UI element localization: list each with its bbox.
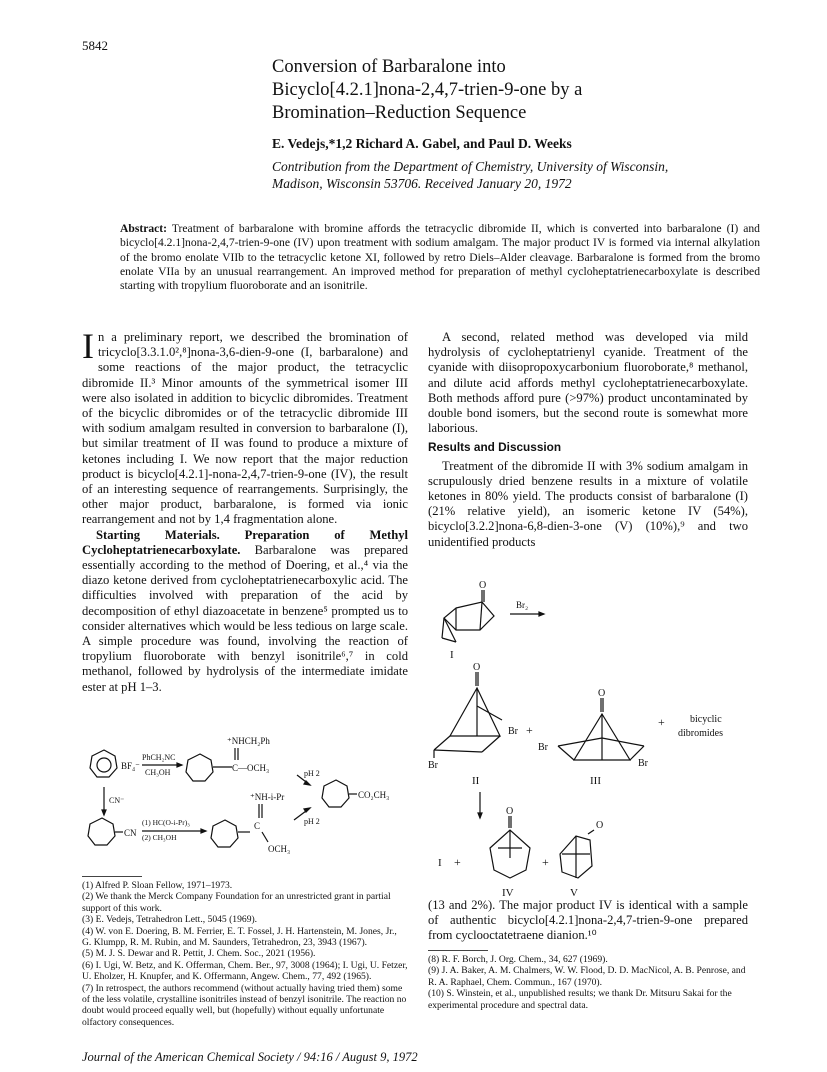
footnote-divider [428, 950, 488, 951]
starting-materials-paragraph: Barbaralone was prepared essentially according to the method of Doering, et al.,⁴ via the diazo ketone derived from cycloheptatrienecarboxylic acid. The difficulties involved with preparation of the acid by decomposition of ethyl diazoacetate in benzene⁵ prompted us to consider alternatives which would be less tedious on large scale. A simple procedure was found, involving the reaction of tropylium fluoroborate with benzyl isonitrile⁶,⁷ in cold methanol, followed by hydrolysis of the intermediate imidate ester at pH 1–3. [82, 542, 409, 694]
footnotes-left [82, 880, 408, 1028]
bromine-label: Br₂ [516, 600, 529, 610]
bromine-atom-label: Br [538, 742, 548, 753]
bicyclic-label: bicyclic [690, 714, 722, 725]
ph-label: pH 2 [304, 769, 320, 778]
imidate-ring [211, 820, 238, 847]
article-title [272, 56, 692, 125]
oxygen-label: O [506, 806, 514, 817]
imidate-och3-label: C—OCH₃ [232, 763, 270, 773]
step-one-label: (1) HC(O-i-Pr)₃ [142, 818, 190, 827]
abstract-label: Abstract: [120, 222, 168, 235]
oxygen-label: O [598, 688, 606, 699]
footnote: (10) S. Winstein, et al., unpublished results; we thank Dr. Mitsuru Sakai for the experimental procedure and spectral data. [428, 988, 732, 1011]
nitrile-label: CN [124, 828, 137, 838]
journal-footer: Journal of the American Chemical Society / 94:16 / August 9, 1972 [82, 1050, 418, 1064]
oxygen-label: O [479, 580, 487, 591]
results-paragraph: Treatment of the dibromide II with 3% sodium amalgam in scrupulously dried benzene results in a mixture of volatile ketones in 80% yield. The products consist of barbaralone (I) (21% relative yield), an isomeric ketone IV (54%), bicyclo[3.2.2]nona-6,8-dien-3-one (V) (10%),⁹ and two unidentified products [428, 458, 748, 549]
abstract-text: Treatment of barbaralone with bromine affords the tetracyclic dibromide II, which is converted into barbaralone (I) and bicyclo[4.2.1]nona-2,4,7-trien-9-one (IV) upon treatment with sodium amalgam. The major product IV is formed via internal alkylation of the bromo enolate VIIb to the tetracyclic ketone XI, followed by retro Diels–Alder cleavage. Barbaralone is formed from the bromo enolate VIIa by an unusual rearrangement. An improved method for preparation of methyl cycloheptatrienecarboxylate is described starting with tropylium fluoroborate and an isonitrile. [120, 222, 760, 293]
plus-sign: + [542, 855, 549, 869]
bf4-label: BF₄⁻ [121, 761, 140, 771]
compound-label-V: V [570, 887, 578, 896]
title-line: Conversion of Barbaralone into [272, 57, 506, 77]
footnote: (4) W. von E. Doering, B. M. Ferrier, E. T. Fossel, J. H. Hartenstein, M. Jones, Jr., G. Klumpp, R. M. Rubin, and M. Saunders, Tetrahedron, 23, 3943 (1967). [82, 925, 397, 949]
compound-label-I: I [438, 857, 442, 869]
affiliation-line: Madison, Wisconsin 53706. Received January 20, 1972 [272, 176, 572, 191]
footnote: (2) We thank the Merck Company Foundation for an unrestricted grant in partial support of this work. [82, 891, 391, 914]
compound-label-IV: IV [502, 887, 514, 896]
footnote: (3) E. Vedejs, Tetrahedron Lett., 5045 (1969). [82, 914, 258, 926]
footnote: (9) J. A. Baker, A. M. Chalmers, W. W. Flood, D. D. MacNicol, A. B. Penrose, and R. A. Raphael, Chem. Commun., 167 (1970). [428, 965, 746, 988]
compound-label-II: II [472, 775, 480, 787]
results-heading: Results and Discussion [428, 440, 562, 455]
right-column-continued: (13 and 2%). The major product IV is identical with a sample of authentic bicyclo[4.2.1]nona-2,4,7-trien-9-one prepared from cyclooctatetraene dianion.¹⁰ [428, 898, 748, 943]
tropylium-charge [97, 758, 111, 772]
affiliation-line: Contribution from the Department of Chemistry, University of Wisconsin, [272, 159, 669, 174]
tropylium-ring [90, 750, 117, 777]
page-number: 5842 [82, 38, 108, 53]
step-two-label: (2) CH₃OH [142, 833, 177, 842]
drop-cap: I [82, 326, 94, 366]
compound-label-III: III [590, 775, 601, 787]
reagent-label: PhCH₂NC [142, 753, 176, 762]
bromine-atom-label: Br [428, 760, 438, 771]
cyanide-ring [88, 818, 115, 845]
footnote-divider [82, 876, 142, 877]
ester-ring [322, 780, 349, 807]
svg-text:C: C [254, 821, 261, 831]
title-line: Bicyclo[4.2.1]nona-2,4,7-trien-9-one by a [272, 80, 583, 100]
plus-sign: + [526, 723, 533, 737]
bromine-atom-label: Br [508, 726, 518, 737]
abstract [120, 222, 760, 293]
barbaralone-frame [444, 602, 494, 630]
plus-sign: + [658, 715, 665, 729]
right-column [428, 330, 748, 550]
nh-ipr-label: ⁺NH-i-Pr [250, 792, 285, 802]
ph-label: pH 2 [304, 817, 320, 826]
starting-materials-heading: Starting Materials. Preparation of Methyl Cycloheptatrienecarboxylate. [82, 527, 408, 557]
left-column [82, 326, 409, 695]
title-line: Bromination–Reduction Sequence [272, 103, 527, 123]
footnote: (8) R. F. Borch, J. Org. Chem., 34, 627 (1969). [428, 954, 608, 965]
dibromide-II-frame [450, 688, 500, 736]
cycloheptatriene-ring [186, 754, 213, 781]
footnote: (1) Alfred P. Sloan Fellow, 1971–1973. [82, 880, 233, 891]
reagent-label: CH₃OH [145, 768, 171, 777]
intro-paragraph: n a preliminary report, we described the bromination of tricyclo[3.3.1.0²,⁸]nona-3,6-dien-9-one (I, barbaralone) and some reactions of the major product, the tetracyclic dibromide II.³ Minor amounts of the symmetrical isomer III were also isolated in addition to bicyclic dibromides. Treatment of the bicyclic dibromides or of the tetracyclic dibromide III with sodium amalgam resulted in conversion to barbaralone (I), but similar treatment of II was found to produce a mixture of ketones including I. We now report that the major reduction product is bicyclo[4.2.1]-nona-2,4,7-trien-9-one (IV), the result of an interesting sequence of rearrangements. Surprisingly, the other major product, barbaralone, is formed via ionic rearrangement and not by 1,4 fragmentation alone. [82, 330, 408, 527]
footnotes-right [428, 954, 748, 1011]
synthesis-scheme [82, 732, 408, 860]
oxygen-label: O [473, 662, 481, 673]
second-method-paragraph: A second, related method was developed via mild hydrolysis of cycloheptatrienyl cyanide. Treatment of the cyanide with diisopropoxycarbonium fluoroborate,⁸ methanol, and dilute acid affords methyl cycloheptatrienecarboxylate. Both methods afford pure (>97%) product uncontaminated by double bond isomers, but the second route is somewhat more laborious. [428, 330, 748, 436]
footnote: (5) M. J. S. Dewar and R. Pettit, J. Chem. Soc., 2021 (1956). [82, 948, 316, 960]
och3-label: OCH₃ [268, 844, 291, 854]
imidate-nh-label: ⁺NHCH₂Ph [227, 736, 270, 746]
compound-label-I: I [450, 649, 454, 661]
bromine-atom-label: Br [638, 758, 648, 769]
footnote: (7) In retrospect, the authors recommend (without actually having tried them) some of the less volatile, crystalline isonitriles instead of benzyl isonitrile. The reaction no doubt would proceed equally well, but (hopefully) without equally unfortunate olfactory consequences. [82, 982, 407, 1028]
affiliation [272, 158, 692, 192]
oxygen-label: O [596, 820, 604, 831]
bromination-scheme [420, 578, 750, 896]
author-list: E. Vedejs,*1,2 Richard A. Gabel, and Paul D. Weeks [272, 136, 572, 151]
plus-sign: + [454, 855, 461, 869]
ester-label: CO₂CH₃ [358, 790, 390, 800]
bicyclic-label: dibromides [678, 728, 723, 739]
cyanide-label: CN⁻ [109, 796, 125, 805]
footnote: (6) I. Ugi, W. Betz, and K. Offerman, Chem. Ber., 97, 3008 (1964); I. Ugi, U. Fetzer, U. Eholzer, H. Knupfer, and K. Offermann, Angew. Chem., 77, 492 (1965). [82, 959, 408, 983]
